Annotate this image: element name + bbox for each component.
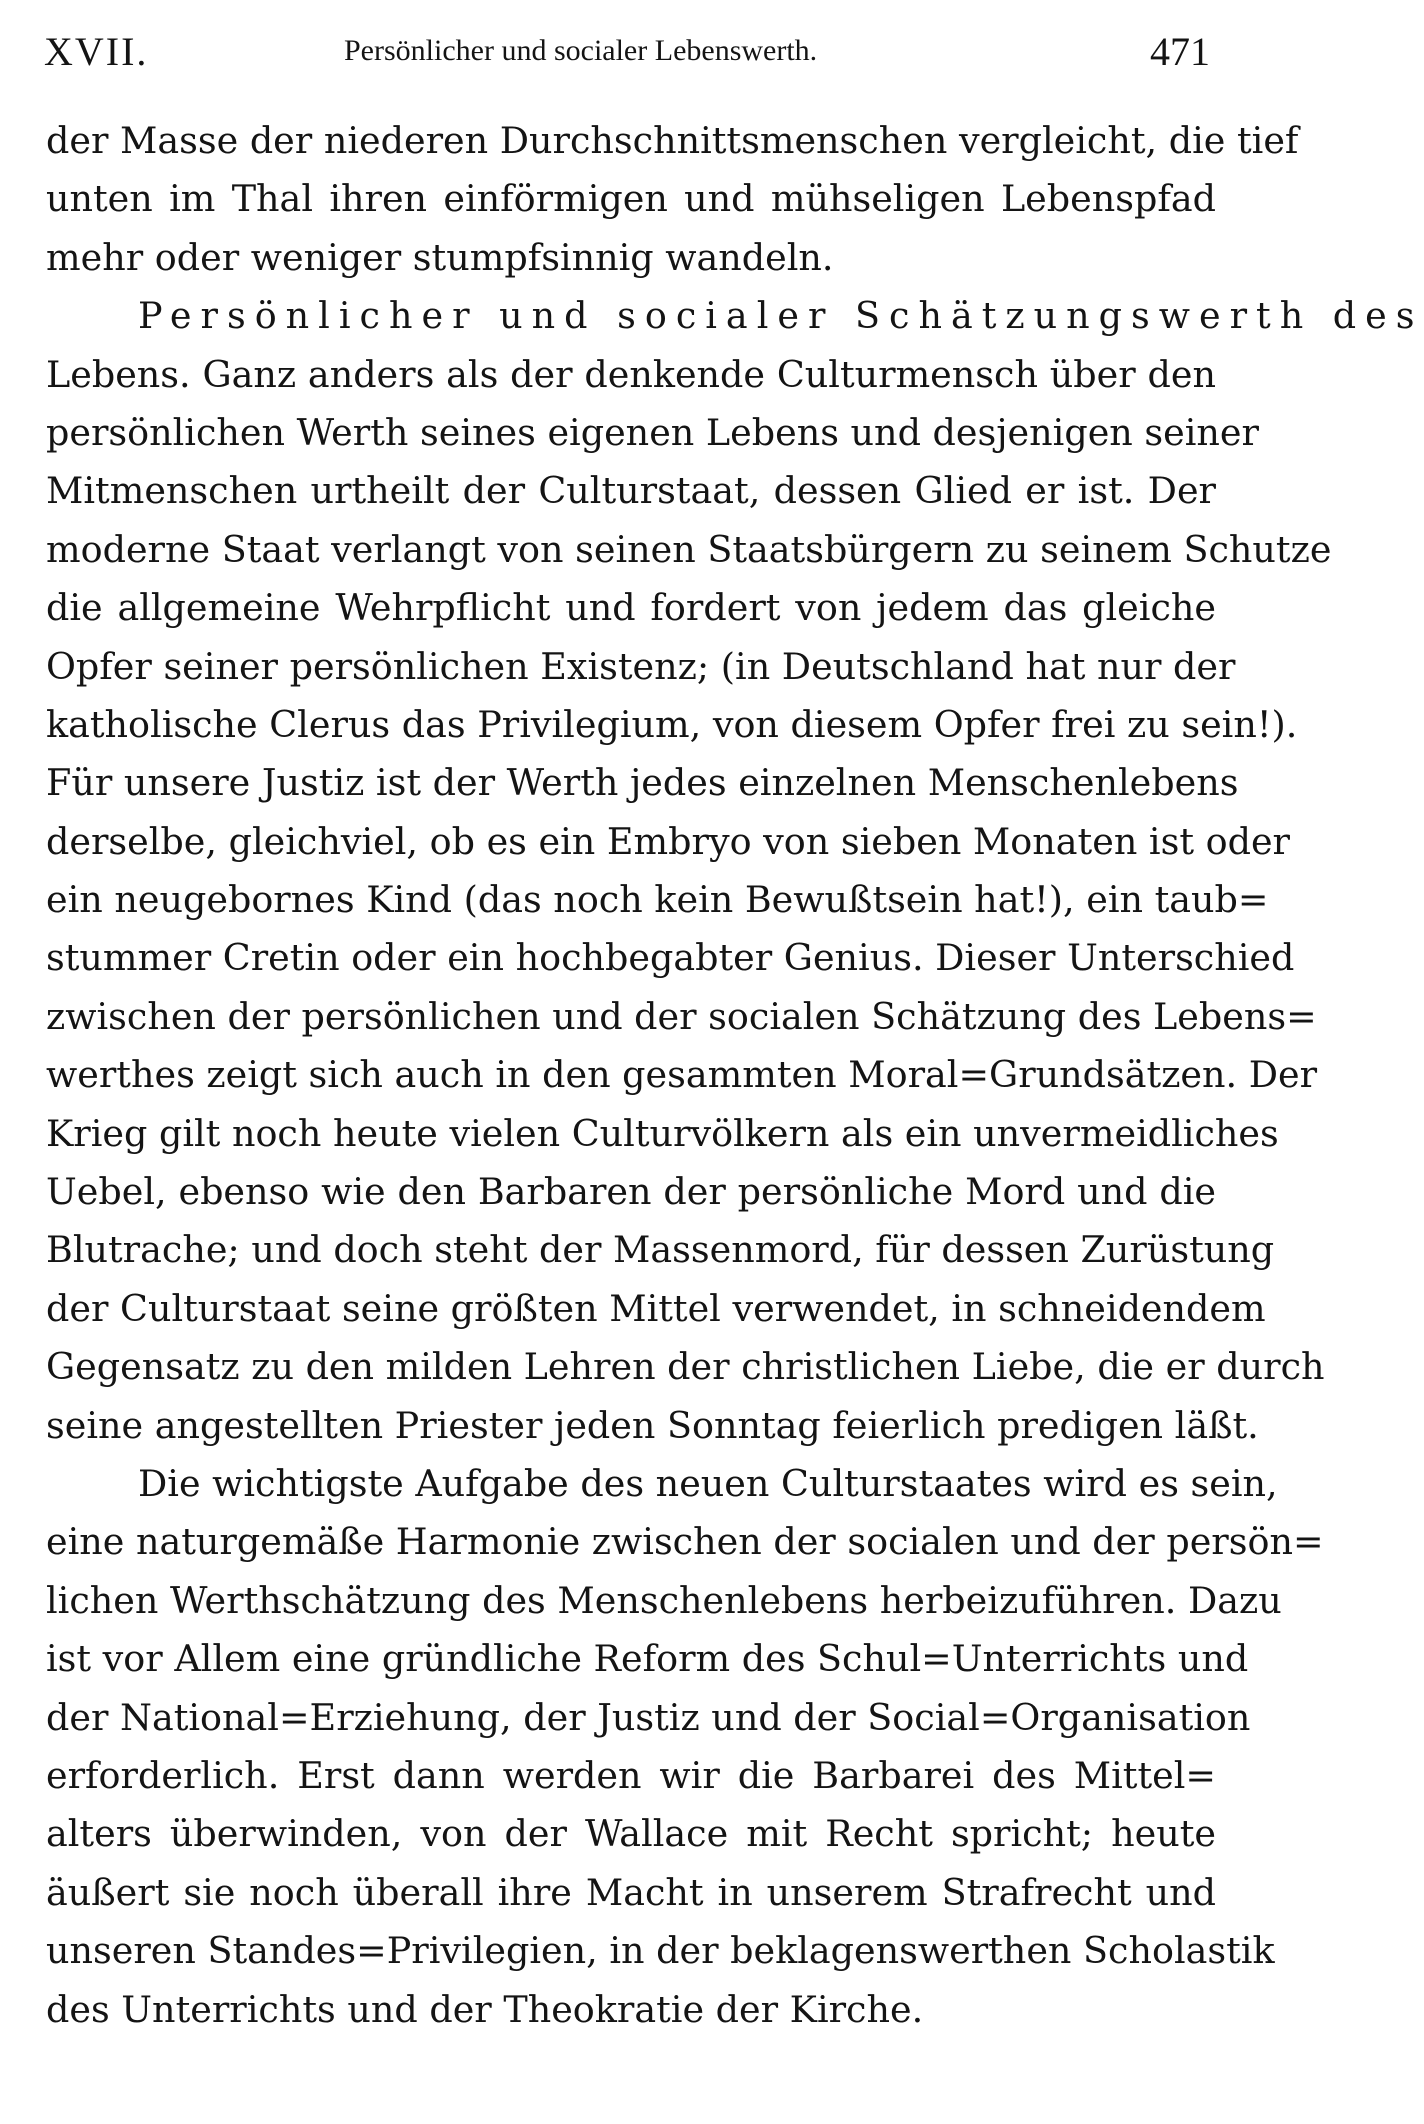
- text-line: unseren Standes=Privilegien, in der beklagenswerthen Scholastik: [46, 1929, 1275, 1973]
- text-line: eine naturgemäße Harmonie zwischen der socialen und der persön=: [46, 1520, 1324, 1564]
- text-line: Lebens. Ganz anders als der denkende Culturmensch über den: [46, 352, 1216, 396]
- text-line: werthes zeigt sich auch in den gesammten Moral=Grundsätzen. Der: [46, 1053, 1318, 1097]
- text-line: Die wichtigste Aufgabe des neuen Culturstaates wird es sein,: [138, 1461, 1278, 1505]
- text-line: Blutrache; und doch steht der Massenmord, für dessen Zurüstung: [46, 1228, 1275, 1272]
- text-line: unten im Thal ihren einförmigen und mühseligen Lebenspfad: [46, 177, 1216, 221]
- text-line: persönlichen Werth seines eigenen Lebens und desjenigen seiner: [46, 410, 1259, 454]
- text-line: Opfer seiner persönlichen Existenz; (in Deutschland hat nur der: [46, 644, 1236, 688]
- text-line: des Unterrichts und der Theokratie der Kirche.: [46, 1987, 924, 2031]
- text-line: seine angestellten Priester jeden Sonntag feierlich predigen läßt.: [46, 1403, 1259, 1447]
- running-header: [44, 22, 1220, 82]
- text-line: die allgemeine Wehrpflicht und fordert von jedem das gleiche: [46, 586, 1216, 630]
- text-line: derselbe, gleichviel, ob es ein Embryo von sieben Monaten ist oder: [46, 819, 1290, 863]
- text-line: Krieg gilt noch heute vielen Culturvölkern als ein unvermeidliches: [46, 1111, 1279, 1155]
- body-text: [46, 112, 1424, 2039]
- text-line: zwischen der persönlichen und der socialen Schätzung des Lebens=: [46, 994, 1317, 1038]
- text-line: ein neugebornes Kind (das noch kein Bewußtsein hat!), ein taub=: [46, 878, 1269, 922]
- text-line: katholische Clerus das Privilegium, von diesem Opfer frei zu sein!).: [46, 702, 1298, 746]
- text-line: Für unsere Justiz ist der Werth jedes einzelnen Menschenlebens: [46, 761, 1239, 805]
- text-line: moderne Staat verlangt von seinen Staatsbürgern zu seinem Schutze: [46, 527, 1332, 571]
- text-line: stummer Cretin oder ein hochbegabter Genius. Dieser Unterschied: [46, 936, 1295, 980]
- text-line: erforderlich. Erst dann werden wir die Barbarei des Mittel=: [46, 1753, 1216, 1797]
- text-line: Gegensatz zu den milden Lehren der christlichen Liebe, die er durch: [46, 1345, 1325, 1389]
- text-line: Mitmenschen urtheilt der Culturstaat, dessen Glied er ist. Der: [46, 469, 1216, 513]
- running-title: Persönlicher und socialer Lebenswerth.: [344, 34, 818, 67]
- text-line: Uebel, ebenso wie den Barbaren der persönliche Mord und die: [46, 1170, 1216, 1214]
- text-line: mehr oder weniger stumpfsinnig wandeln.: [46, 235, 834, 279]
- text-line: ist vor Allem eine gründliche Reform des Schul=Unterrichts und: [46, 1637, 1249, 1681]
- text-line: alters überwinden, von der Wallace mit Recht spricht; heute: [46, 1812, 1216, 1856]
- chapter-number: XVII.: [44, 29, 149, 74]
- section-heading-line: Persönlicher und socialer Schätzungswerth des: [138, 294, 1424, 338]
- text-line: der Culturstaat seine größten Mittel verwendet, in schneidendem: [46, 1286, 1266, 1330]
- text-line: der National=Erziehung, der Justiz und der Social=Organisation: [46, 1695, 1251, 1739]
- page-number: 471: [1150, 29, 1210, 74]
- text-line: lichen Werthschätzung des Menschenlebens herbeizuführen. Dazu: [46, 1578, 1282, 1622]
- text-line: äußert sie noch überall ihre Macht in unserem Strafrecht und: [46, 1870, 1216, 1914]
- text-line: der Masse der niederen Durchschnittsmenschen vergleicht, die tief: [46, 119, 1299, 162]
